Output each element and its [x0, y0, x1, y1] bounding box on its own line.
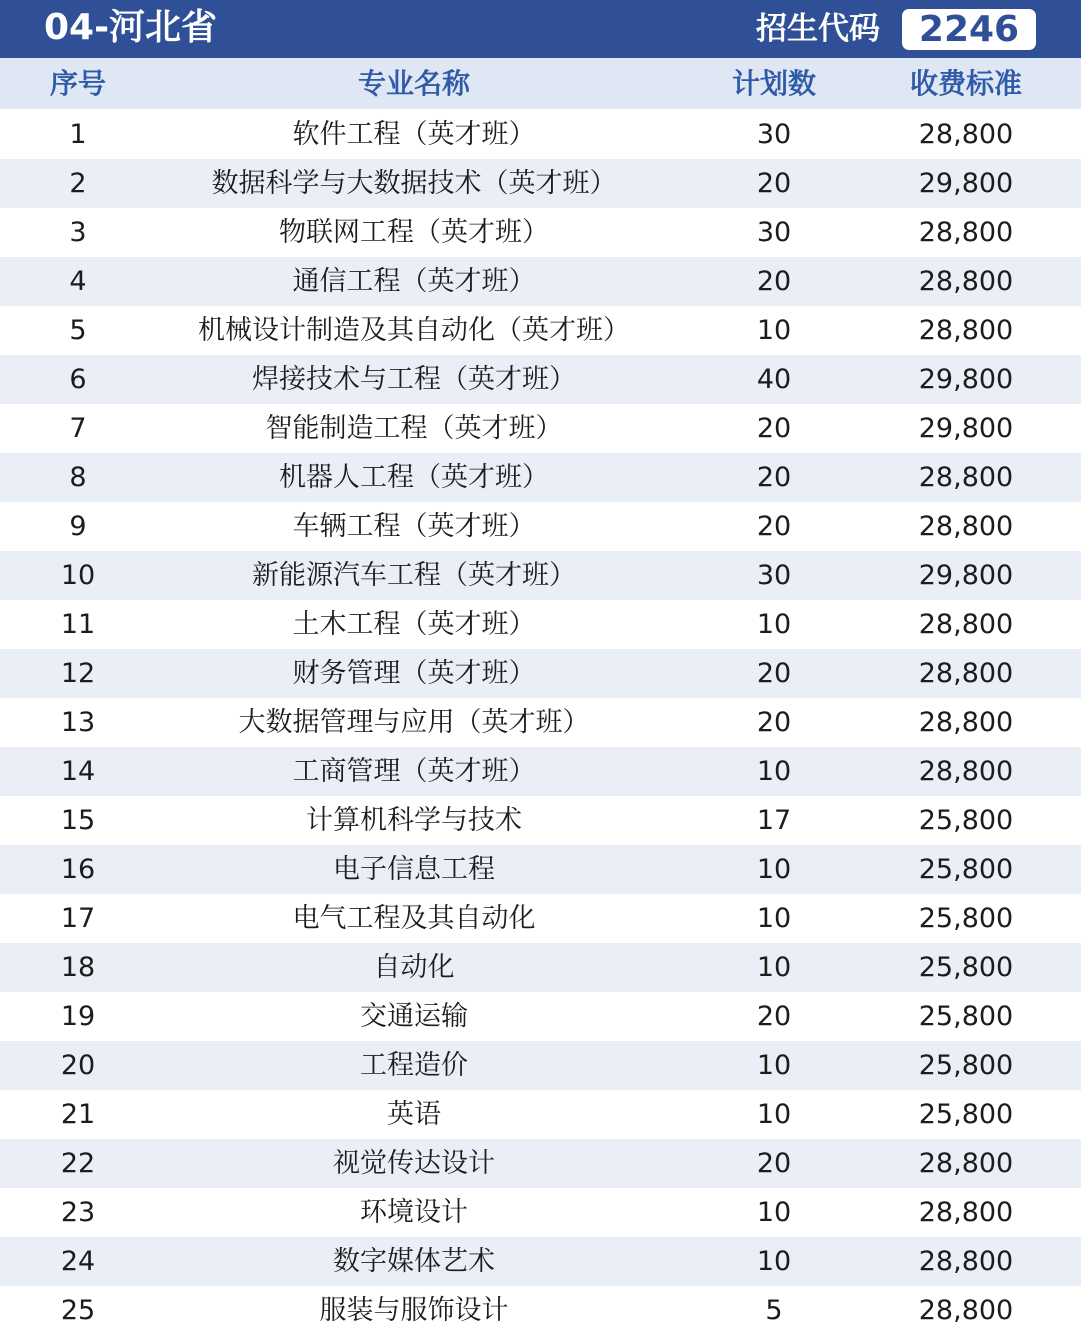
row-index: 13 [60, 707, 96, 738]
row-major-name: 视觉传达设计 [333, 1148, 495, 1179]
row-plan-count: 20 [756, 511, 792, 542]
table-row [0, 355, 1081, 404]
table-row [0, 845, 1081, 894]
row-plan-count: 10 [756, 1050, 792, 1081]
row-index: 11 [60, 609, 96, 640]
row-fee: 25,800 [918, 952, 1014, 983]
column-header-plan: 计划数 [731, 67, 817, 100]
row-major-name: 物联网工程（英才班） [279, 217, 549, 248]
row-plan-count: 10 [756, 1099, 792, 1130]
table-row [0, 110, 1081, 159]
row-major-name: 焊接技术与工程（英才班） [252, 364, 576, 395]
row-index: 2 [69, 168, 87, 199]
row-fee: 28,800 [918, 707, 1014, 738]
table-row [0, 1188, 1081, 1237]
column-header-index: 序号 [49, 67, 107, 100]
row-fee: 28,800 [918, 1246, 1014, 1277]
row-major-name: 电气工程及其自动化 [292, 903, 536, 934]
row-major-name: 车辆工程（英才班） [292, 511, 536, 542]
row-major-name: 土木工程（英才班） [292, 609, 536, 640]
row-major-name: 智能制造工程（英才班） [265, 413, 563, 444]
table-row [0, 502, 1081, 551]
row-major-name: 通信工程（英才班） [292, 266, 536, 297]
row-fee: 28,800 [918, 609, 1014, 640]
row-index: 10 [60, 560, 96, 591]
row-fee: 28,800 [918, 1295, 1014, 1326]
row-index: 7 [69, 413, 87, 444]
row-fee: 29,800 [918, 560, 1014, 591]
row-index: 14 [60, 756, 96, 787]
row-plan-count: 20 [756, 266, 792, 297]
admission-code-badge: 2246 [902, 9, 1036, 50]
row-plan-count: 20 [756, 462, 792, 493]
row-plan-count: 20 [756, 1148, 792, 1179]
row-fee: 25,800 [918, 903, 1014, 934]
row-fee: 25,800 [918, 1099, 1014, 1130]
title-banner [0, 0, 1081, 58]
row-index: 3 [69, 217, 87, 248]
column-header-major: 专业名称 [357, 67, 471, 100]
row-fee: 25,800 [918, 1001, 1014, 1032]
table-row [0, 698, 1081, 747]
row-plan-count: 30 [756, 217, 792, 248]
table-row [0, 404, 1081, 453]
row-major-name: 计算机科学与技术 [306, 805, 522, 836]
table-row [0, 600, 1081, 649]
row-plan-count: 17 [756, 805, 792, 836]
row-index: 1 [69, 119, 87, 150]
row-plan-count: 10 [756, 952, 792, 983]
row-fee: 28,800 [918, 462, 1014, 493]
row-index: 6 [69, 364, 87, 395]
table-row [0, 943, 1081, 992]
row-fee: 29,800 [918, 168, 1014, 199]
row-fee: 28,800 [918, 217, 1014, 248]
row-index: 24 [60, 1246, 96, 1277]
row-major-name: 机器人工程（英才班） [279, 462, 549, 493]
row-index: 18 [60, 952, 96, 983]
row-index: 21 [60, 1099, 96, 1130]
row-fee: 28,800 [918, 315, 1014, 346]
row-plan-count: 5 [765, 1295, 783, 1326]
column-header-fee: 收费标准 [909, 67, 1023, 100]
row-plan-count: 10 [756, 315, 792, 346]
row-major-name: 自动化 [373, 952, 455, 983]
row-index: 17 [60, 903, 96, 934]
row-index: 9 [69, 511, 87, 542]
row-major-name: 大数据管理与应用（英才班） [238, 707, 590, 738]
row-major-name: 财务管理（英才班） [292, 658, 536, 689]
row-index: 4 [69, 266, 87, 297]
row-fee: 28,800 [918, 658, 1014, 689]
row-index: 22 [60, 1148, 96, 1179]
row-index: 8 [69, 462, 87, 493]
table-row [0, 894, 1081, 943]
row-fee: 25,800 [918, 854, 1014, 885]
row-major-name: 数字媒体艺术 [333, 1246, 495, 1277]
row-index: 25 [60, 1295, 96, 1326]
row-plan-count: 30 [756, 560, 792, 591]
table-header [0, 58, 1081, 109]
row-plan-count: 10 [756, 756, 792, 787]
row-index: 23 [60, 1197, 96, 1228]
row-fee: 28,800 [918, 1148, 1014, 1179]
table-row [0, 453, 1081, 502]
table-row [0, 1286, 1081, 1335]
row-plan-count: 10 [756, 1246, 792, 1277]
row-fee: 28,800 [918, 756, 1014, 787]
table-row [0, 1090, 1081, 1139]
row-plan-count: 10 [756, 1197, 792, 1228]
row-fee: 29,800 [918, 364, 1014, 395]
table-row [0, 551, 1081, 600]
row-major-name: 环境设计 [360, 1197, 468, 1228]
row-fee: 28,800 [918, 119, 1014, 150]
row-major-name: 工商管理（英才班） [292, 756, 536, 787]
table-row [0, 747, 1081, 796]
row-plan-count: 20 [756, 413, 792, 444]
row-plan-count: 30 [756, 119, 792, 150]
table-row [0, 1041, 1081, 1090]
row-major-name: 新能源汽车工程（英才班） [252, 560, 576, 591]
row-plan-count: 20 [756, 658, 792, 689]
table-row [0, 306, 1081, 355]
row-major-name: 英语 [387, 1099, 441, 1130]
row-major-name: 数据科学与大数据技术（英才班） [211, 168, 617, 199]
row-index: 15 [60, 805, 96, 836]
row-fee: 25,800 [918, 1050, 1014, 1081]
row-fee: 28,800 [918, 1197, 1014, 1228]
row-major-name: 电子信息工程 [333, 854, 495, 885]
row-major-name: 软件工程（英才班） [292, 119, 536, 150]
admission-code-label: 招生代码 [756, 11, 880, 47]
row-plan-count: 20 [756, 707, 792, 738]
row-index: 20 [60, 1050, 96, 1081]
table-row [0, 649, 1081, 698]
table-row [0, 208, 1081, 257]
row-major-name: 交通运输 [360, 1001, 468, 1032]
row-fee: 28,800 [918, 511, 1014, 542]
row-plan-count: 10 [756, 854, 792, 885]
table-row [0, 257, 1081, 306]
row-fee: 28,800 [918, 266, 1014, 297]
row-index: 12 [60, 658, 96, 689]
row-major-name: 服装与服饰设计 [319, 1295, 509, 1326]
row-index: 16 [60, 854, 96, 885]
row-fee: 29,800 [918, 413, 1014, 444]
table-row [0, 1139, 1081, 1188]
table-row [0, 159, 1081, 208]
table-body [0, 110, 1081, 1335]
table-row [0, 1237, 1081, 1286]
row-major-name: 工程造价 [360, 1050, 468, 1081]
row-fee: 25,800 [918, 805, 1014, 836]
row-index: 19 [60, 1001, 96, 1032]
row-plan-count: 10 [756, 903, 792, 934]
province-title: 04-河北省 [44, 7, 218, 48]
row-index: 5 [69, 315, 87, 346]
row-plan-count: 20 [756, 168, 792, 199]
row-major-name: 机械设计制造及其自动化（英才班） [198, 315, 630, 346]
table-row [0, 796, 1081, 845]
row-plan-count: 40 [756, 364, 792, 395]
table-row [0, 992, 1081, 1041]
row-plan-count: 20 [756, 1001, 792, 1032]
row-plan-count: 10 [756, 609, 792, 640]
